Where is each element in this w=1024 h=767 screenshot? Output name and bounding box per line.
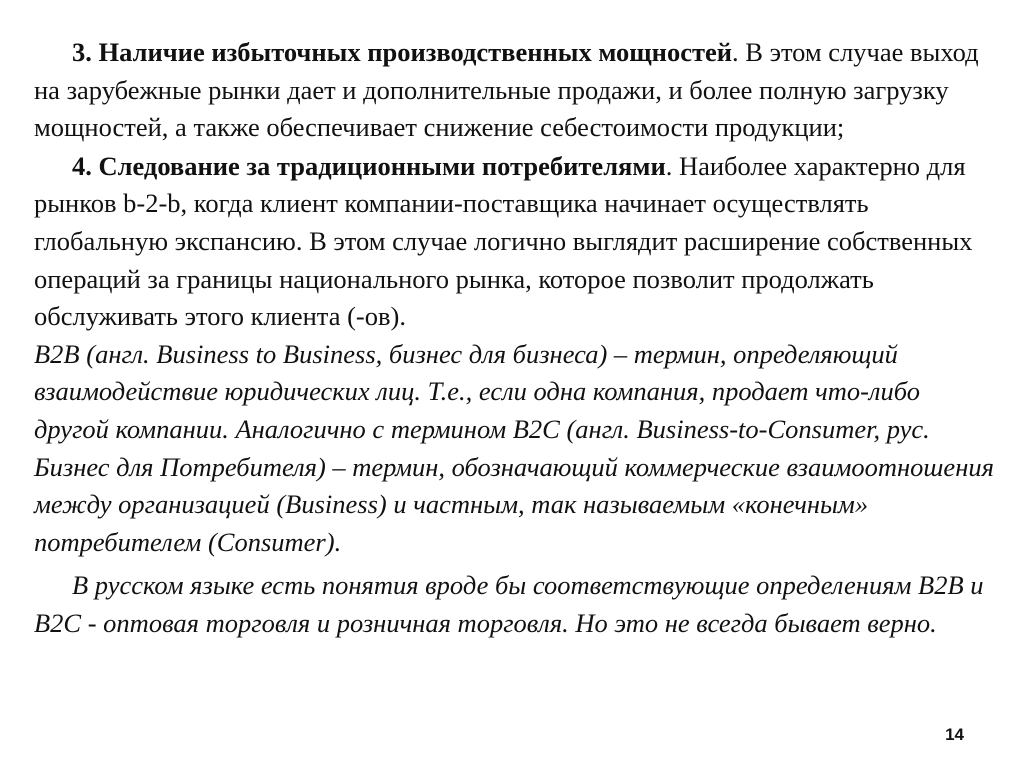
paragraph-following-customers-text: . Наиболее характерно для рынков b-2-b, когда клиент компании-поставщика начинает осуществлять глобальную экспансию. В этом случае логично выглядит расширение собственных операций за границы национального рынка, которое позволит продолжать обслуживать этого клиента (-ов). (34, 150, 973, 332)
paragraph-following-customers (34, 148, 994, 336)
note-russian-terms: В русском языке есть понятия вроде бы соответствующие определениям B2B и B2C - оптовая торговля и розничная торговля. Но это не всегда бывает верно. (34, 570, 984, 638)
paragraph-excess-capacity (34, 34, 994, 147)
paragraph-excess-capacity-heading: 3. Наличие избыточных производственных мощностей (72, 37, 733, 67)
page-number: 14 (945, 725, 964, 744)
note-b2b-definition: B2B (англ. Business to Business, бизнес для бизнеса) – термин, определяющий взаимодействие юридических лиц. Т.е., если одна компания, продает что-либо другой компании. Аналогично с термином B2C (англ. Business-to-Consumer, рус. Бизнес для Потребителя) – термин, обозначающий коммерческие взаимоотношения между организацией (Business) и частным, так называемым «конечным» потребителем (Consumer). (34, 338, 994, 557)
paragraph-excess-capacity-text: . В этом случае выход на зарубежные рынки дает и дополнительные продажи, и более полную загрузку мощностей, а также обеспечивает снижение себестоимости продукции; (34, 37, 979, 143)
paragraph-following-customers-heading: 4. Следование за традиционными потребителями (72, 150, 666, 181)
slide-body (34, 34, 994, 643)
